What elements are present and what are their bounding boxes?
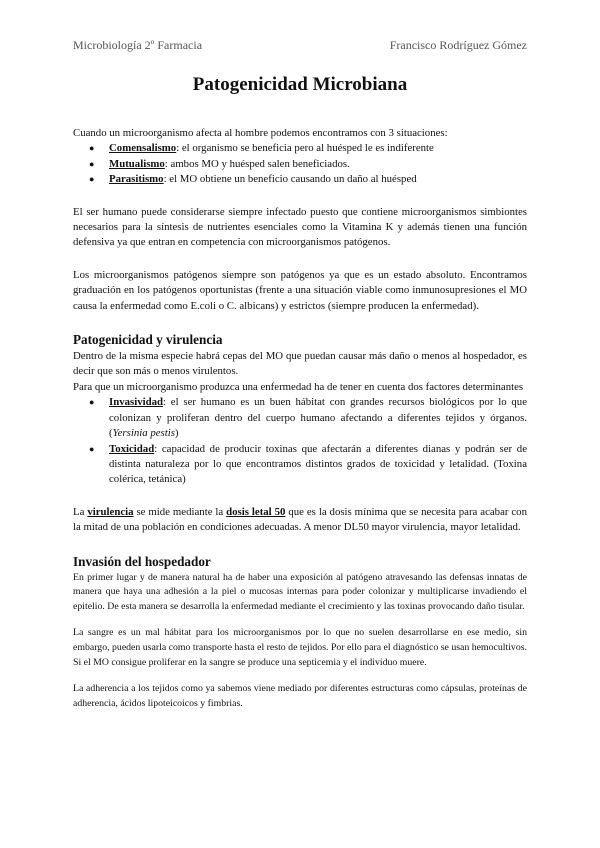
section-heading-virulence: Patogenicidad y virulencia — [73, 332, 223, 348]
situations-list — [73, 141, 527, 187]
intro-paragraph: Cuando un microorganismo afecta al hombre podemos encontramos con 3 situaciones: — [73, 127, 448, 139]
header-subject: Microbiología 2º Farmacia — [73, 38, 203, 52]
invasion-paragraph-3: La adherencia a los tejidos como ya sabemos viene mediado por diferentes estructuras como cápsulas, proteínas de adherencia, ácidos lipoteicoicos y fimbrias. — [73, 683, 527, 709]
virulence-paragraph-1: Dentro de la misma especie habrá cepas del MO que puedan causar más daño o menos al hospedador, es decir que son más o menos virulentos. — [73, 350, 527, 378]
factors-list — [73, 395, 527, 487]
bullet-icon: ● — [89, 397, 95, 408]
invasion-paragraph-1: En primer lugar y de manera natural ha de haber una exposición al patógeno atravesando las defensas innatas de manera que haya una adhesión a la piel o mucosas internas para poder colonizar y multiplicarse invadiendo el epitelio. De esta manera se desarrolla la enfermedad mediante el crecimiento y las toxinas provocando daño tisular. — [73, 571, 527, 612]
bullet-icon: ● — [89, 443, 95, 454]
ld50-paragraph: La virulencia se mide mediante la dosis letal 50 que es la dosis mínima que se necesita para acabar con la mitad de una población en condiciones adecuadas. A menor DL50 mayor virulencia, mayor letalidad. — [73, 505, 527, 534]
list-item: ● Comensalismo: el organismo se beneficia pero al huésped le es indiferente — [73, 141, 527, 156]
host-paragraph: El ser humano puede considerarse siempre infectado puesto que contiene microorganismos simbiontes necesarios para la síntesis de nutrientes esenciales como la Vitamina K y además tienen una función defensiva ya que entran en competencia con microorganismos patógenos. — [73, 205, 527, 249]
header-author: Francisco Rodríguez Gómez — [389, 38, 527, 52]
section-heading-invasion: Invasión del hospedador — [73, 553, 211, 569]
bullet-icon: ● — [89, 174, 95, 185]
list-item: ● Invasividad: el ser humano es un buen hábitat con grandes recursos biológicos por lo que colonizan y proliferan dentro del cuerpo humano afectando a diferentes tejidos y órganos. (Yersinia pestis) — [89, 396, 527, 440]
list-item: ● Mutualismo: ambos MO y huésped salen beneficiados. — [73, 157, 527, 172]
page-title: Patogenicidad Microbiana — [192, 74, 408, 95]
bullet-icon: ● — [89, 143, 95, 154]
list-item: ● Toxicidad: capacidad de producir toxinas que afectarán a diferentes dianas y podrán ser de distinta naturaleza por lo que encontramos distintos grados de toxicidad y letalidad. (Toxina colérica, tetánica) — [89, 442, 527, 486]
pathogens-paragraph: Los microorganismos patógenos siempre son patógenos ya que es un estado absoluto. Encontramos graduación en los patógenos oportunistas (frente a una situación viable como inmunosupresiones el MO causa la enfermedad como E.coli o C. albicans) y estrictos (siempre producen la enfermedad). — [73, 268, 527, 312]
list-item: ● Parasitismo: el MO obtiene un beneficio causando un daño al huésped — [73, 172, 527, 187]
document-body — [73, 126, 527, 711]
virulence-paragraph-2: Para que un microorganismo produzca una enfermedad ha de tener en cuenta dos factores determinantes — [73, 380, 524, 393]
bullet-icon: ● — [89, 158, 95, 169]
invasion-paragraph-2: La sangre es un mal hábitat para los microorganismos por lo que no suelen desarrollarse en ese medio, sin embargo, pueden usarla como transporte hasta el resto de tejidos. Por ello para el diagnóstico se usan hemocultivos. Si el MO consigue proliferar en la sangre se produce una septicemia y el individuo muere. — [73, 627, 527, 668]
